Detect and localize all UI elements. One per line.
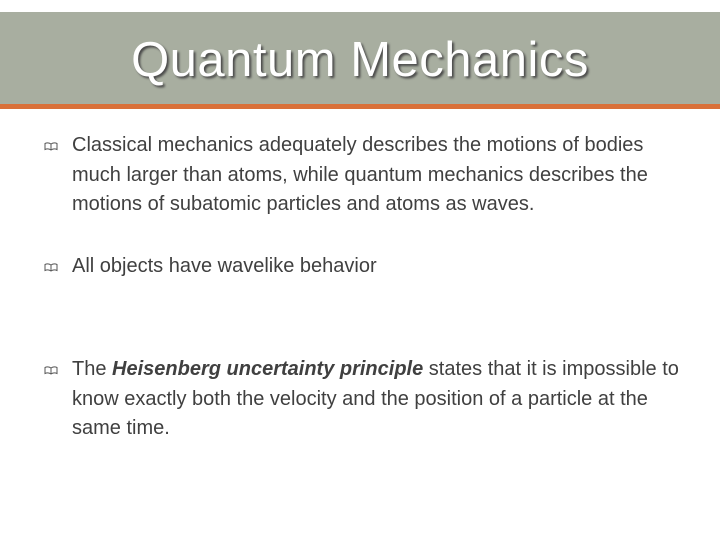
book-bullet-icon: [44, 142, 58, 151]
slide-title: Quantum Mechanics: [131, 33, 589, 87]
title-accent-rule: [0, 104, 720, 109]
heisenberg-term: Heisenberg uncertainty principle: [112, 358, 424, 380]
bullet-text-suffix: states that it is impossible to know exactly both the velocity and the position of a particle at the same time.: [72, 358, 679, 439]
bullet-text: Classical mechanics adequately describes the motions of bodies much larger than atoms, while quantum mechanics describes the motions of subatomic particles and atoms as waves.: [72, 134, 648, 215]
bullet-text: [72, 355, 692, 444]
bullet-text: All objects have wavelike behavior: [72, 255, 377, 277]
book-bullet-icon: [44, 366, 58, 375]
bullet-text-prefix: The: [72, 358, 113, 380]
book-bullet-icon: [44, 263, 58, 272]
